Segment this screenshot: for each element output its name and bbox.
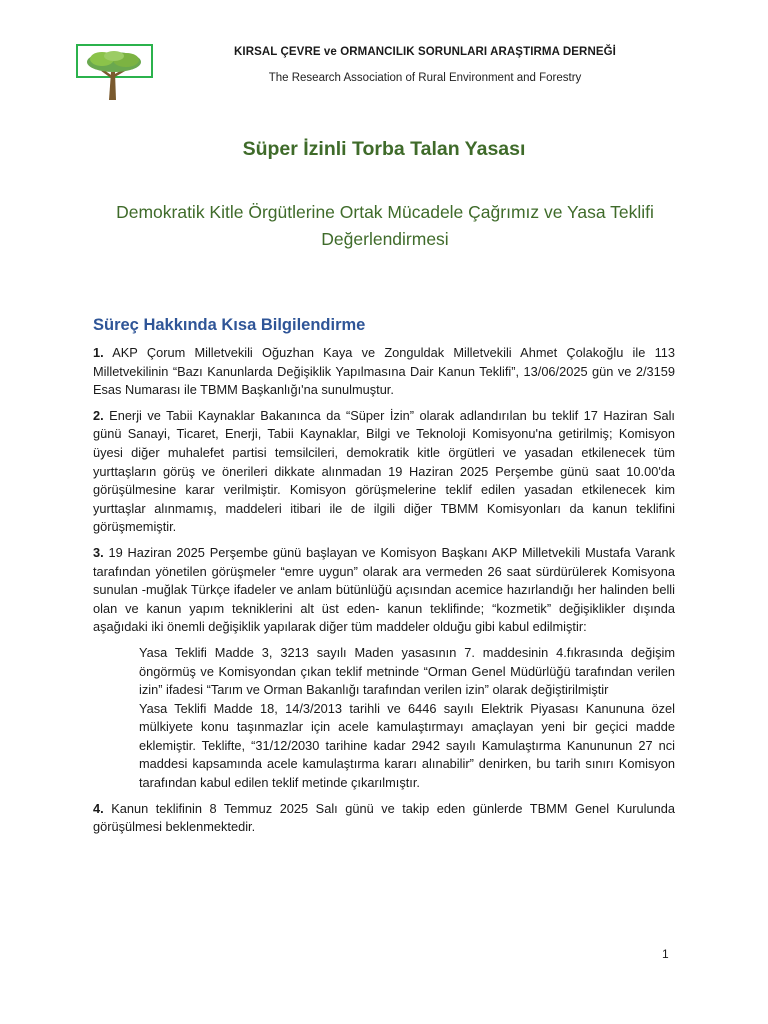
paragraph-1: [93, 344, 675, 400]
document-subtitle: Demokratik Kitle Örgütlerine Ortak Mücadele Çağrımız ve Yasa Teklifi Değerlendirmesi: [116, 202, 654, 249]
paragraph-text: 19 Haziran 2025 Perşembe günü başlayan ve Komisyon Başkanı AKP Milletvekili Mustafa Varank tarafından yönetilen görüşmeler “emre uygun” olarak ara vermeden 26 saat sürdürülerek Komisyona sunulan -muğlak Türkçe ifadeler ve anlam bütünlüğü açısından acemice hazırlandığı her halinden belli olan ve kanun yapım tekniklerini alt üst eden- kanun teklifinde; “kozmetik” değişiklikler dışında aşağıdaki iki önemli değişiklik yapılarak diğer tüm maddeler olduğu gibi kabul edilmiştir:: [93, 544, 675, 635]
paragraph-text: Enerji ve Tabii Kaynaklar Bakanınca da “Süper İzin” olarak adlandırılan bu teklif 17 Haziran Salı günü Sanayi, Ticaret, Enerji, Tabii Kaynaklar, Bilgi ve Teknoloji Komisyonu'na getirilmiş; Komisyon üyesi diğer muhalefet partisi temsilcileri, demokratik kitle örgütleri ve yasadan etkilenecek tüm yurttaşların görüş ve önerileri dikkate alınmadan 19 Haziran 2025 Perşembe günü saat 10.00'da görüşülmesine karar verilmiştir. Komisyon görüşmelerine teklif edilen yasadan etkilenecek kim yurttaşlar alınmamış, maddeleri itibari ile de ilgili diğer TBMM Komisyonları da kanun teklifini görüşmemiştir.: [93, 407, 675, 535]
paragraph-number: 3.: [93, 544, 104, 560]
paragraph-text: AKP Çorum Milletvekili Oğuzhan Kaya ve Zonguldak Milletvekili Ahmet Çolakoğlu ile 113 Milletvekilinin “Bazı Kanunlarda Değişiklik Yapılmasına Dair Kanun Teklifi”, 13/06/2025 gün ve 2/3159 Esas Numarası ile TBMM Başkanlığı'na sunulmuştur.: [93, 345, 675, 398]
paragraph-2: [93, 407, 675, 537]
sub-item-article-18: Yasa Teklifi Madde 18, 14/3/2013 tarihli ve 6446 sayılı Elektrik Piyasası Kanununa özel mülkiyete konu taşınmazlar için acele kamulaştırmayı amaçlayan yeni bir geçici madde eklemiştir. Teklifte, “31/12/2030 tarihine kadar 2942 sayılı Kamulaştırma Kanununun 27 nci maddesi kapsamında acele kamulaştırma kararı alınabilir” denirken, bu tarih sınırı Komisyon tarafından kabul edilen teklif metinde çıkarılmıştır.: [139, 700, 675, 791]
tree-logo-icon: [84, 48, 146, 104]
paragraph-number: 1.: [93, 345, 104, 360]
paragraph-number: 4.: [93, 800, 104, 816]
organization-name: KIRSAL ÇEVRE ve ORMANCILIK SORUNLARI ARAŞTIRMA DERNEĞİ: [234, 46, 616, 58]
association-logo: [76, 44, 153, 78]
paragraph-3: [93, 544, 675, 637]
sub-item-article-3: Yasa Teklifi Madde 3, 3213 sayılı Maden yasasının 7. maddesinin 4.fıkrasında değişim öngörmüş ve Komisyondan çıkan teklif metninde “Orman Genel Müdürlüğü tarafından verilen izin” ifadesi “Tarım ve Orman Bakanlığı tarafından verilen izin” olarak değiştirilmiştir: [139, 644, 675, 698]
section-heading: Süreç Hakkında Kısa Bilgilendirme: [93, 316, 366, 334]
paragraph-text: Kanun teklifinin 8 Temmuz 2025 Salı günü ve takip eden günlerde TBMM Genel Kurulunda görüşülmesi beklenmektedir.: [93, 800, 675, 835]
page-number: 1: [662, 947, 669, 961]
document-title: Süper İzinli Torba Talan Yasası: [242, 138, 526, 160]
paragraph-4: [93, 800, 675, 837]
paragraph-number: 2.: [93, 407, 104, 423]
organization-name-english: The Research Association of Rural Environment and Forestry: [268, 72, 582, 84]
document-body: [93, 344, 675, 844]
